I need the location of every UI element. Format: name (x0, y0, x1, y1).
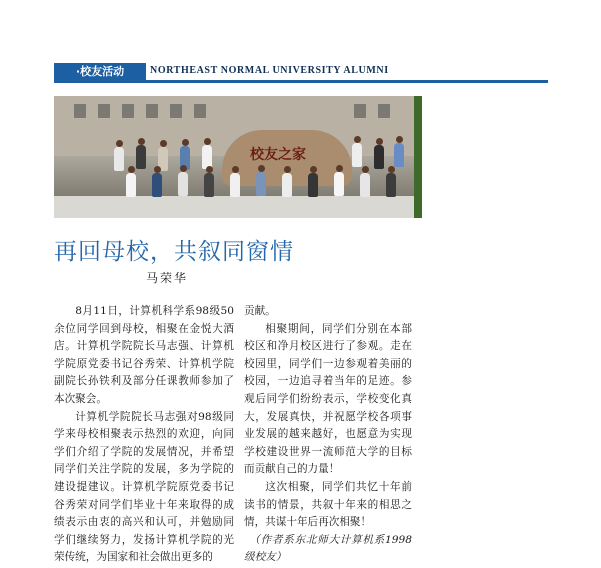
person (394, 143, 404, 167)
window (74, 104, 86, 118)
window (98, 104, 110, 118)
person-head (362, 166, 369, 173)
section-label: ·校友活动 (54, 63, 146, 81)
english-title: NORTHEAST NORMAL UNIVERSITY ALUMNI (150, 65, 389, 76)
article-author: 马荣华 (146, 271, 189, 285)
person (282, 173, 292, 197)
person (126, 173, 136, 197)
person (230, 173, 240, 197)
person-head (116, 140, 123, 147)
article-column-right (244, 303, 412, 567)
window (378, 104, 390, 118)
article-paragraph: 这次相聚，同学们共忆十年前读书的情景，共叙十年来的相思之情，共谋十年后再次相聚！ (244, 480, 412, 529)
person-head (182, 139, 189, 146)
article-paragraph: 计算机学院院长马志强对98级同学来母校相聚表示热烈的欢迎，向同学们介绍了学院的发展情况，并希望同学们关注学院的发展，多为学院的建设提建议。计算机学院原党委书记谷秀荣对同学们毕业十年来取得的成绩表示由衷的高兴和认可，并勉励同学们继续努力，发扬计算机学院的光荣传统，为国家和社会做出更多的 (54, 410, 234, 564)
stone-inscription: 校友之家 (250, 147, 306, 163)
person-head (396, 136, 403, 143)
person-head (180, 165, 187, 172)
person-head (204, 138, 211, 145)
person (352, 143, 362, 167)
window (354, 104, 366, 118)
person (360, 173, 370, 197)
person-head (388, 166, 395, 173)
person (308, 173, 318, 197)
window (146, 104, 158, 118)
tree (414, 96, 422, 218)
person-head (354, 136, 361, 143)
article-column-left (54, 303, 234, 567)
article-paragraph: 8月11日，计算机科学系98级50余位同学回到母校，相聚在金悦大酒店。计算机学院院长马志强、计算机学院原党委书记谷秀荣、计算机学院副院长孙铁利及部分任课教师参加了本次聚会。 (54, 305, 234, 405)
person (256, 172, 266, 196)
person-head (138, 138, 145, 145)
person-head (206, 166, 213, 173)
person-head (336, 165, 343, 172)
person-head (258, 165, 265, 172)
article-title: 再回母校，共叙同窗情 (54, 239, 294, 265)
person (136, 145, 146, 169)
person-head (160, 140, 167, 147)
person-head (128, 166, 135, 173)
person (334, 172, 344, 196)
person (386, 173, 396, 197)
group-photo (54, 96, 422, 218)
article-paragraph: 相聚期间，同学们分别在本部校区和净月校区进行了参观。走在校园里，同学们一边参观着美丽的校园，一边追寻着当年的足迹。参观后同学们纷纷表示，学校变化真大，发展真快，并祝愿学校各项事业发展的越来越好，也愿意为实现学校建设世界一流师范大学的目标而贡献自己的力量！ (244, 322, 412, 476)
article-paragraph-continuation: 贡献。 (244, 305, 276, 317)
section-header (54, 63, 548, 83)
person (374, 145, 384, 169)
person (152, 173, 162, 197)
person (114, 147, 124, 171)
window (194, 104, 206, 118)
person-head (376, 138, 383, 145)
ground (54, 196, 422, 218)
window (122, 104, 134, 118)
person-head (284, 166, 291, 173)
header-rule (54, 80, 548, 83)
author-signature: （作者系东北师大计算机系1998级校友） (244, 533, 412, 564)
window (170, 104, 182, 118)
person (178, 172, 188, 196)
person-head (232, 166, 239, 173)
person-head (310, 166, 317, 173)
person (204, 173, 214, 197)
person-head (154, 166, 161, 173)
